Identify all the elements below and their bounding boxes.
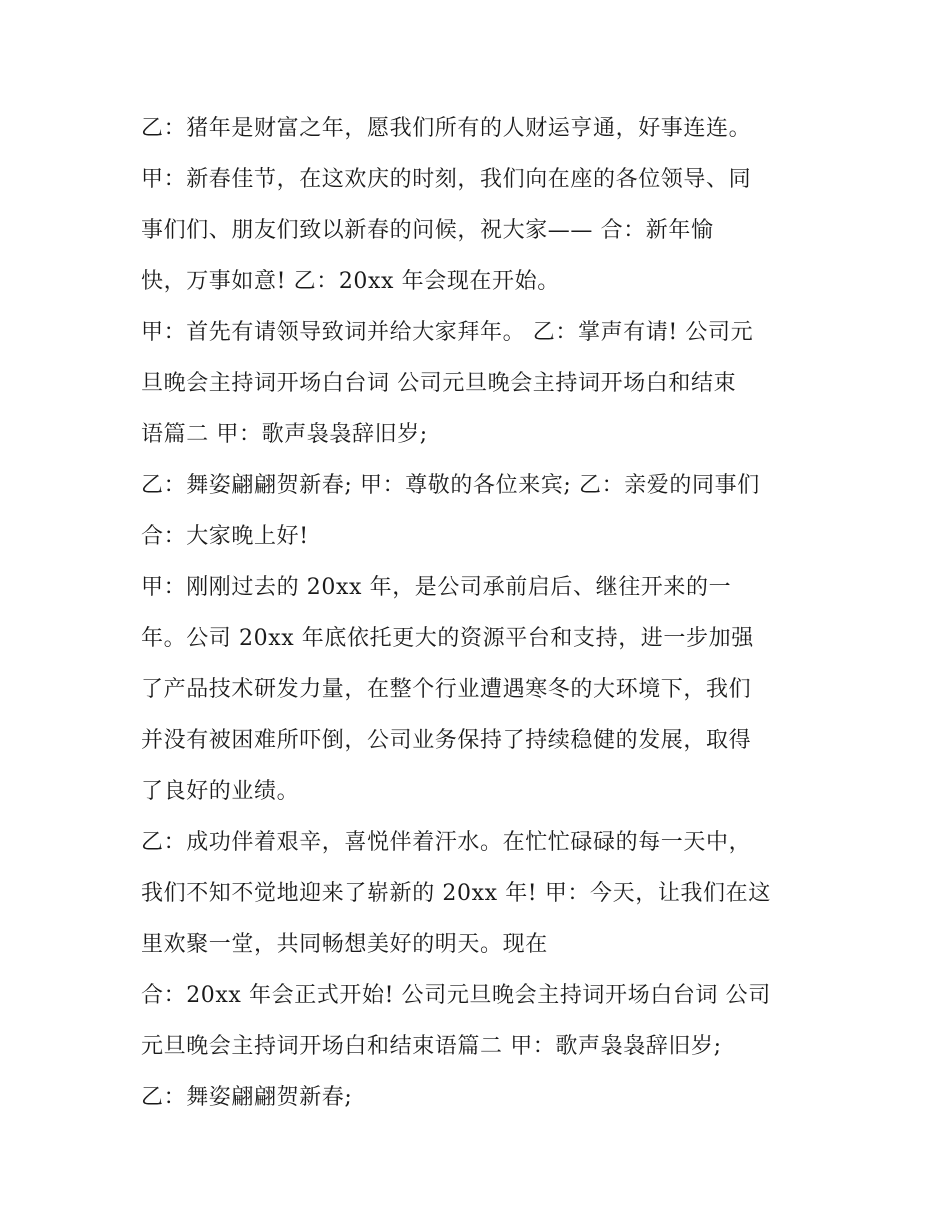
document-body bbox=[141, 103, 821, 1123]
text-line: 乙：舞姿翩翩贺新春; 甲：尊敬的各位来宾; 乙：亲爱的同事们 bbox=[141, 473, 760, 498]
text-line: 旦晚会主持词开场白台词 公司元旦晚会主持词开场白和结束 bbox=[141, 371, 737, 396]
text-line: 了良好的业绩。 bbox=[141, 779, 300, 804]
text-line: 合：大家晚上好! bbox=[141, 524, 309, 549]
text-line: 甲：刚刚过去的 20xx 年，是公司承前启后、继往开来的一 bbox=[141, 575, 732, 600]
text-line: 元旦晚会主持词开场白和结束语篇二 甲：歌声袅袅辞旧岁; bbox=[141, 1034, 722, 1059]
text-line: 快，万事如意! 乙：20xx 年会现在开始。 bbox=[141, 269, 560, 294]
text-line: 里欢聚一堂，共同畅想美好的明天。现在 bbox=[141, 932, 548, 957]
text-line: 年。公司 20xx 年底依托更大的资源平台和支持，进一步加强 bbox=[141, 626, 754, 651]
text-line: 语篇二 甲：歌声袅袅辞旧岁; bbox=[141, 422, 428, 447]
text-line: 乙：舞姿翩翩贺新春; bbox=[141, 1085, 353, 1110]
text-line: 并没有被困难所吓倒，公司业务保持了持续稳健的发展，取得 bbox=[141, 728, 752, 753]
text-line: 事们们、朋友们致以新春的问候，祝大家—— 合：新年愉 bbox=[141, 218, 714, 243]
text-line: 乙：猪年是财富之年，愿我们所有的人财运亨通，好事连连。 bbox=[141, 116, 752, 141]
text-line: 了产品技术研发力量，在整个行业遭遇寒冬的大环境下，我们 bbox=[141, 677, 752, 702]
text-line: 甲：首先有请领导致词并给大家拜年。 乙：掌声有请! 公司元 bbox=[141, 320, 754, 345]
text-line: 合：20xx 年会正式开始! 公司元旦晚会主持词开场白台词 公司 bbox=[141, 983, 771, 1008]
text-line: 乙：成功伴着艰辛，喜悦伴着汗水。在忙忙碌碌的每一天中， bbox=[141, 830, 752, 855]
text-line: 甲：新春佳节，在这欢庆的时刻，我们向在座的各位领导、同 bbox=[141, 167, 752, 192]
text-line: 我们不知不觉地迎来了崭新的 20xx 年! 甲：今天，让我们在这 bbox=[141, 881, 771, 906]
